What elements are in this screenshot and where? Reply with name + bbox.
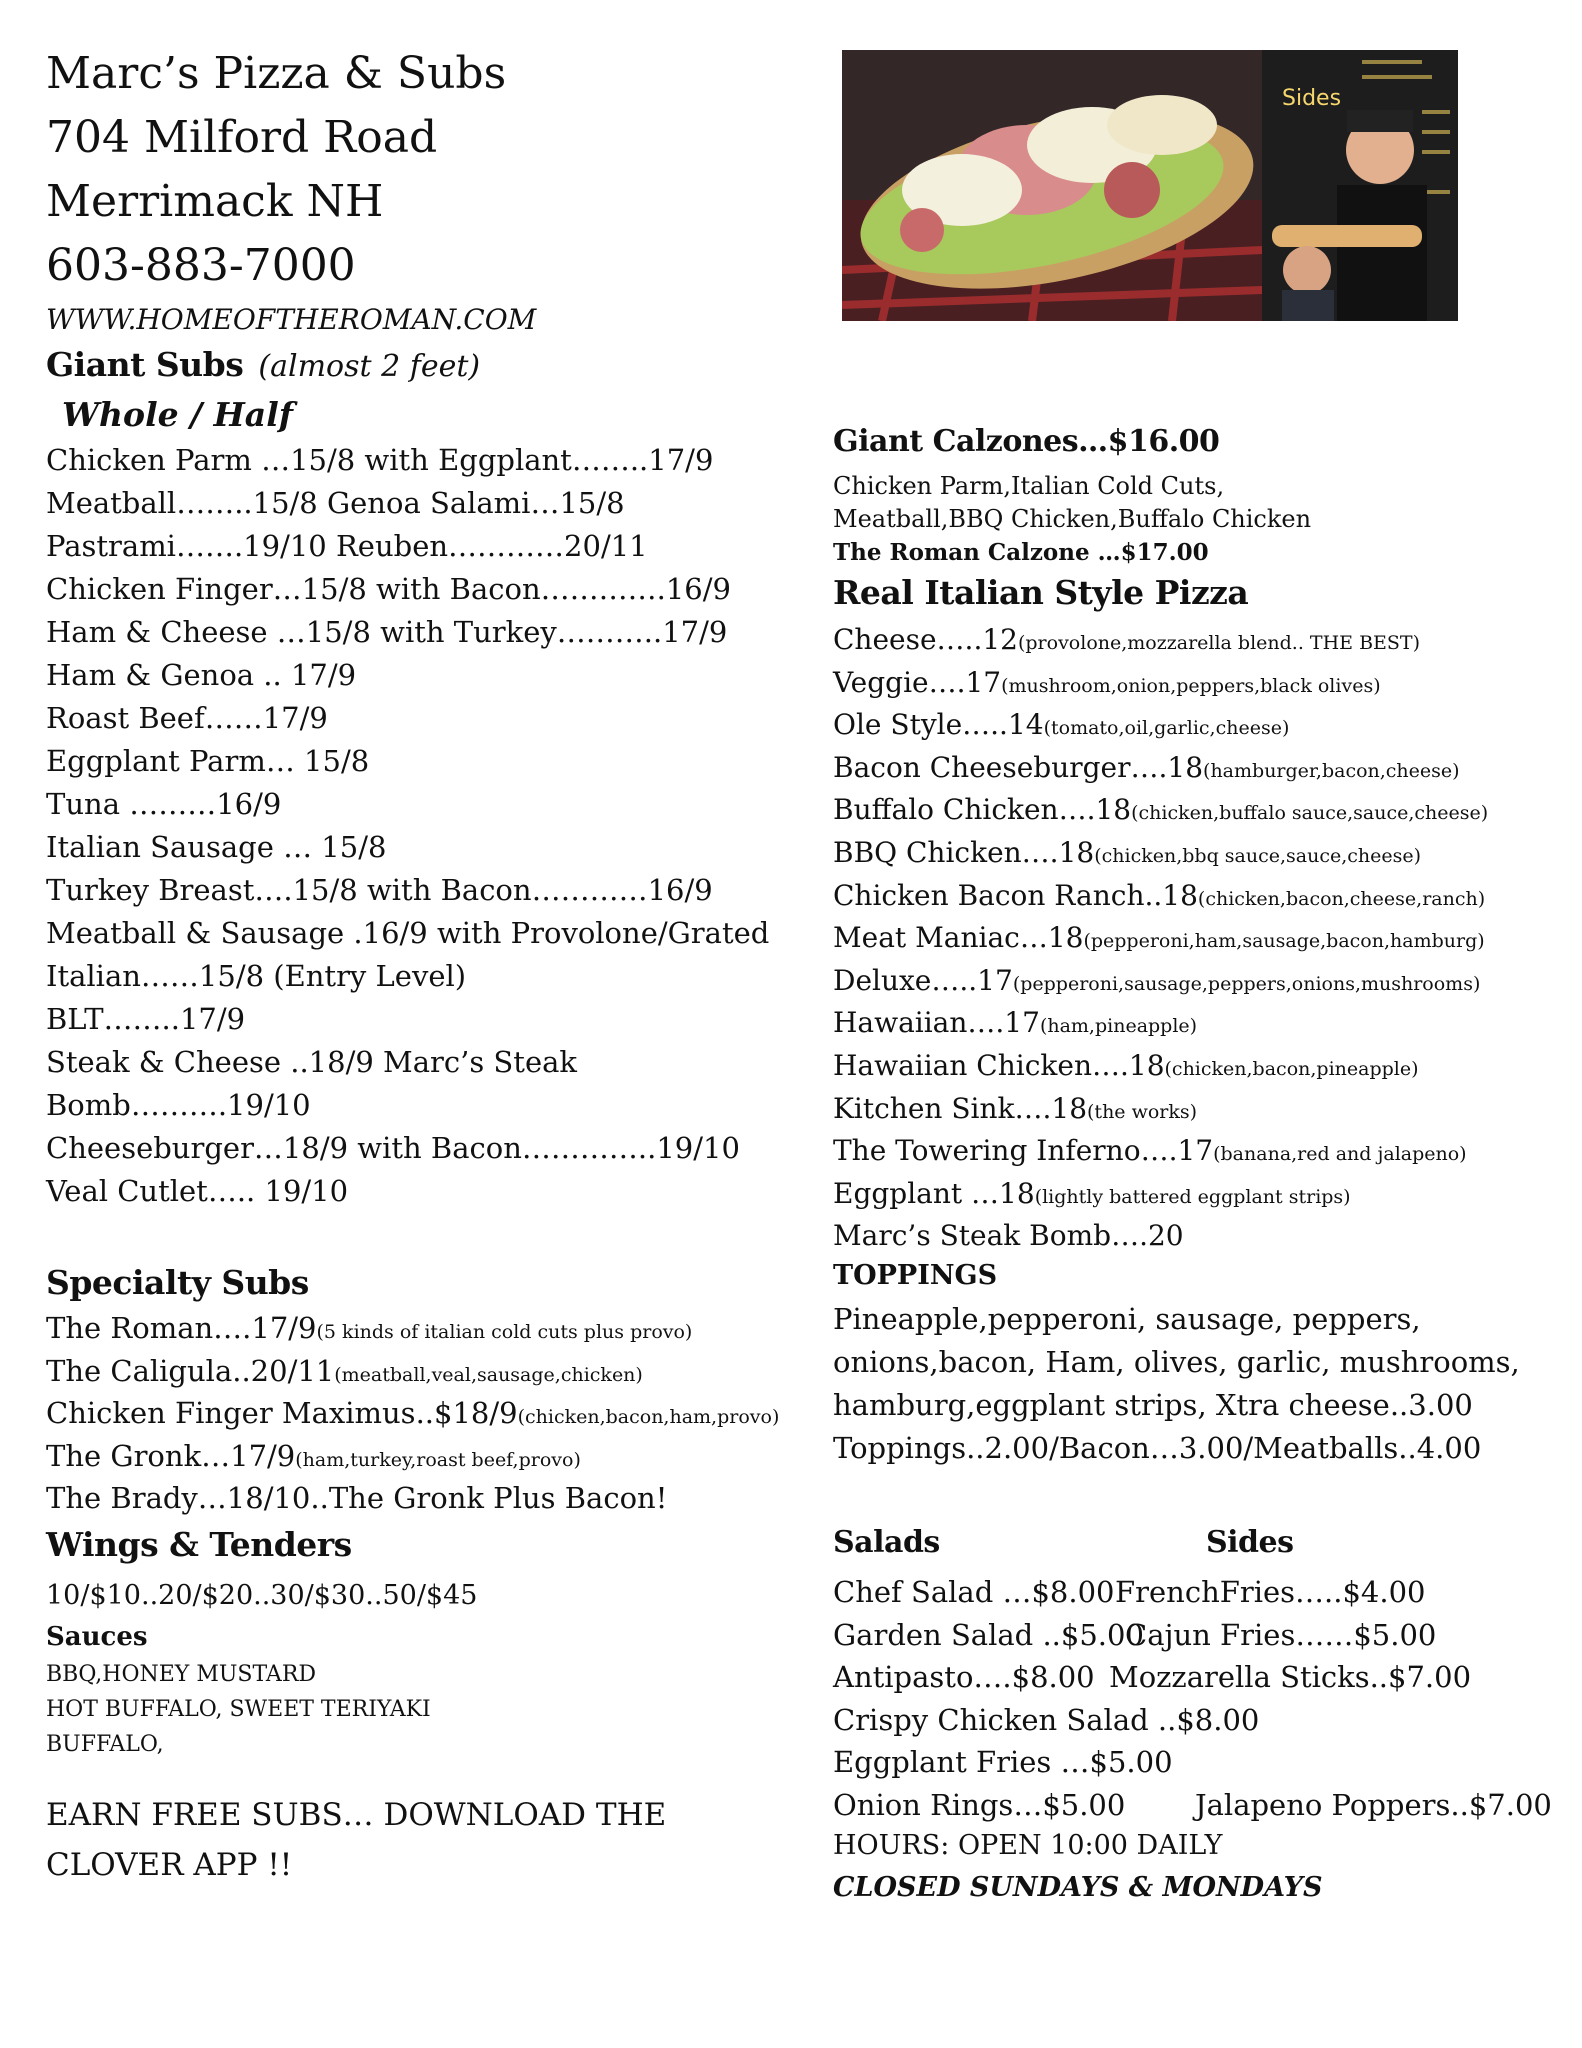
pizza-item-main: Eggplant …18 (833, 1177, 1035, 1210)
pizza-item-main: Cheese…..12 (833, 623, 1018, 656)
toppings-line: onions,bacon, Ham, olives, garlic, mushrooms, (833, 1345, 1520, 1379)
specialty-sub-item (46, 1481, 668, 1515)
pizza-item (833, 879, 1486, 912)
giant-sub-item: Italian……15/8 (Entry Level) (46, 959, 467, 993)
pizza-item (833, 708, 1290, 741)
specialty-sub-item (46, 1354, 643, 1388)
pizza-item-note: (hamburger,bacon,cheese) (1203, 760, 1460, 782)
specialty-sub-main: The Gronk…17/9 (46, 1439, 296, 1473)
toppings-line: hamburg,eggplant strips, Xtra cheese..3.00 (833, 1388, 1473, 1422)
restaurant-name: Marc’s Pizza & Subs (46, 48, 507, 99)
specialty-sub-item (46, 1396, 780, 1430)
pizza-item (833, 1006, 1198, 1039)
specialty-sub-item (46, 1439, 581, 1473)
pizza-item-note: (chicken,bacon,cheese,ranch) (1197, 888, 1486, 910)
board-sides-text: Sides (1282, 86, 1342, 111)
giant-sub-item: Steak & Cheese ..18/9 Marc’s Steak (46, 1045, 577, 1079)
salad-item: Chef Salad …$8.00 (833, 1575, 1115, 1609)
specialty-sub-note: (5 kinds of italian cold cuts plus provo) (316, 1321, 693, 1343)
giant-sub-item: Meatball……..15/8 Genoa Salami…15/8 (46, 486, 625, 520)
sub-photo-image (842, 50, 1458, 321)
pizza-item-note: (banana,red and jalapeno) (1213, 1143, 1467, 1165)
specialty-sub-note: (chicken,bacon,ham,provo) (517, 1406, 780, 1428)
side-item: Mozzarella Sticks..$7.00 (1109, 1660, 1472, 1694)
giant-sub-item: Meatball & Sausage .16/9 with Provolone/Grated (46, 916, 770, 950)
pizza-item-main: Veggie….17 (833, 666, 1002, 699)
specialty-sub-main: The Roman….17/9 (46, 1311, 317, 1345)
toppings-line: Toppings..2.00/Bacon…3.00/Meatballs..4.00 (833, 1431, 1482, 1465)
giant-subs-note: (almost 2 feet) (258, 349, 481, 384)
pizza-item-main: Buffalo Chicken….18 (833, 793, 1132, 826)
sauce-item: BBQ,HONEY MUSTARD (46, 1662, 317, 1687)
toppings-line: Pineapple,pepperoni, sausage, peppers, (833, 1302, 1421, 1336)
wings-prices: 10/$10..20/$20..30/$30..50/$45 (46, 1580, 478, 1611)
pizza-item-note: (chicken,bacon,pineapple) (1164, 1058, 1419, 1080)
pizza-item-main: Kitchen Sink….18 (833, 1092, 1088, 1125)
pizza-item-note: (ham,pineapple) (1039, 1015, 1198, 1037)
giant-sub-item: Ham & Cheese …15/8 with Turkey………..17/9 (46, 615, 728, 649)
pizza-item-main: BBQ Chicken….18 (833, 836, 1095, 869)
specialty-sub-item (46, 1311, 693, 1345)
pizza-item (833, 1219, 1184, 1252)
pizza-item-note: (provolone,mozzarella blend.. THE BEST) (1017, 632, 1421, 654)
salad-item: Eggplant Fries …$5.00 (833, 1745, 1173, 1779)
pizza-item (833, 1134, 1467, 1167)
pizza-item-main: Hawaiian Chicken….18 (833, 1049, 1165, 1082)
pizza-item-note: (the works) (1087, 1101, 1198, 1123)
giant-sub-item: Tuna ………16/9 (46, 787, 282, 821)
street-address: 704 Milford Road (46, 112, 438, 163)
hours-closed: CLOSED SUNDAYS & MONDAYS (833, 1872, 1323, 1903)
sauce-item: BUFFALO, (46, 1732, 164, 1757)
giant-sub-item: Turkey Breast….15/8 with Bacon…………16/9 (46, 873, 713, 907)
pizza-item (833, 836, 1422, 869)
pizza-item-main: Deluxe…..17 (833, 964, 1013, 997)
pizza-item-note: (lightly battered eggplant strips) (1034, 1186, 1351, 1208)
giant-sub-item: Italian Sausage … 15/8 (46, 830, 387, 864)
phone-number: 603-883-7000 (46, 240, 356, 291)
pizza-item (833, 921, 1485, 954)
pizza-item-main: Ole Style…..14 (833, 708, 1044, 741)
specialty-sub-note: (ham,turkey,roast beef,provo) (295, 1449, 581, 1471)
pizza-item-note: (pepperoni,ham,sausage,bacon,hamburg) (1083, 930, 1485, 952)
promo-line-1: EARN FREE SUBS… DOWNLOAD THE (46, 1797, 667, 1833)
website-link[interactable]: WWW.HOMEOFTHEROMAN.COM (46, 303, 537, 336)
pizza-item-note: (chicken,bbq sauce,sauce,cheese) (1094, 845, 1422, 867)
pizza-item (833, 793, 1489, 826)
giant-sub-item: Chicken Finger…15/8 with Bacon………….16/9 (46, 572, 731, 606)
specialty-sub-main: Chicken Finger Maximus..$18/9 (46, 1396, 518, 1430)
side-item: Jalapeno Poppers..$7.00 (1195, 1788, 1552, 1822)
specialty-sub-main: The Caligula..20/11 (46, 1354, 335, 1388)
giant-sub-item: Eggplant Parm… 15/8 (46, 744, 370, 778)
pizza-item-main: Meat Maniac…18 (833, 921, 1084, 954)
promo-line-2: CLOVER APP !! (46, 1847, 293, 1883)
pizza-item-main: Hawaiian….17 (833, 1006, 1040, 1039)
calzones-line-2: Meatball,BBQ Chicken,Buffalo Chicken (833, 505, 1312, 533)
side-item: FrenchFries…..$4.00 (1115, 1575, 1426, 1609)
whole-half-subtitle: Whole / Half (62, 395, 293, 434)
pizza-item-main: The Towering Inferno….17 (833, 1134, 1214, 1167)
giant-sub-item: Bomb……….19/10 (46, 1088, 311, 1122)
specialty-subs-title: Specialty Subs (46, 1263, 309, 1302)
pizza-item (833, 623, 1421, 656)
pizza-item-main: Chicken Bacon Ranch..18 (833, 879, 1198, 912)
pizza-title: Real Italian Style Pizza (833, 573, 1249, 612)
pizza-item (833, 964, 1481, 997)
giant-sub-item: Pastrami…….19/10 Reuben…………20/11 (46, 529, 648, 563)
pizza-item-note: (mushroom,onion,peppers,black olives) (1001, 675, 1381, 697)
calzones-line-1: Chicken Parm,Italian Cold Cuts, (833, 472, 1225, 500)
pizza-item-main: Marc’s Steak Bomb….20 (833, 1219, 1184, 1252)
pizza-item (833, 1177, 1351, 1210)
wings-title: Wings & Tenders (46, 1525, 352, 1564)
sides-title: Sides (1206, 1525, 1294, 1560)
giant-sub-item: Cheeseburger…18/9 with Bacon…………..19/10 (46, 1131, 740, 1165)
giant-sub-item: Ham & Genoa .. 17/9 (46, 658, 357, 692)
salad-item: Crispy Chicken Salad ..$8.00 (833, 1703, 1260, 1737)
giant-sub-item: BLT……..17/9 (46, 1002, 246, 1036)
salad-item: Antipasto….$8.00 (833, 1660, 1095, 1694)
giant-subs-title: Giant Subs (46, 345, 244, 384)
giant-sub-item: Roast Beef……17/9 (46, 701, 328, 735)
pizza-item (833, 751, 1460, 784)
salads-title: Salads (833, 1525, 940, 1560)
calzones-title: Giant Calzones…$16.00 (833, 424, 1220, 459)
giant-subs-heading (46, 345, 481, 384)
toppings-title: TOPPINGS (833, 1260, 998, 1291)
pizza-item-main: Bacon Cheeseburger….18 (833, 751, 1204, 784)
roman-calzone: The Roman Calzone …$17.00 (833, 539, 1209, 566)
city-state: Merrimack NH (46, 176, 384, 227)
pizza-item-note: (tomato,oil,garlic,cheese) (1043, 717, 1290, 739)
giant-sub-item: Chicken Parm …15/8 with Eggplant……..17/9 (46, 443, 714, 477)
pizza-item-note: (chicken,buffalo sauce,sauce,cheese) (1131, 802, 1489, 824)
specialty-sub-note: (meatball,veal,sausage,chicken) (334, 1364, 643, 1386)
sauces-title: Sauces (46, 1622, 148, 1652)
pizza-item (833, 666, 1381, 699)
pizza-item-note: (pepperoni,sausage,peppers,onions,mushrooms) (1012, 973, 1481, 995)
giant-sub-item: Veal Cutlet….. 19/10 (46, 1174, 349, 1208)
specialty-sub-main: The Brady…18/10..The Gronk Plus Bacon! (46, 1481, 668, 1515)
side-item: Cajun Fries……$5.00 (1125, 1618, 1437, 1652)
pizza-item (833, 1049, 1419, 1082)
salad-item: Garden Salad ..$5.00 (833, 1618, 1144, 1652)
sub-photo (842, 50, 1458, 321)
pizza-item (833, 1092, 1198, 1125)
hours-open: HOURS: OPEN 10:00 DAILY (833, 1830, 1223, 1861)
salad-item: Onion Rings…$5.00 (833, 1788, 1126, 1822)
sauce-item: HOT BUFFALO, SWEET TERIYAKI (46, 1697, 431, 1722)
